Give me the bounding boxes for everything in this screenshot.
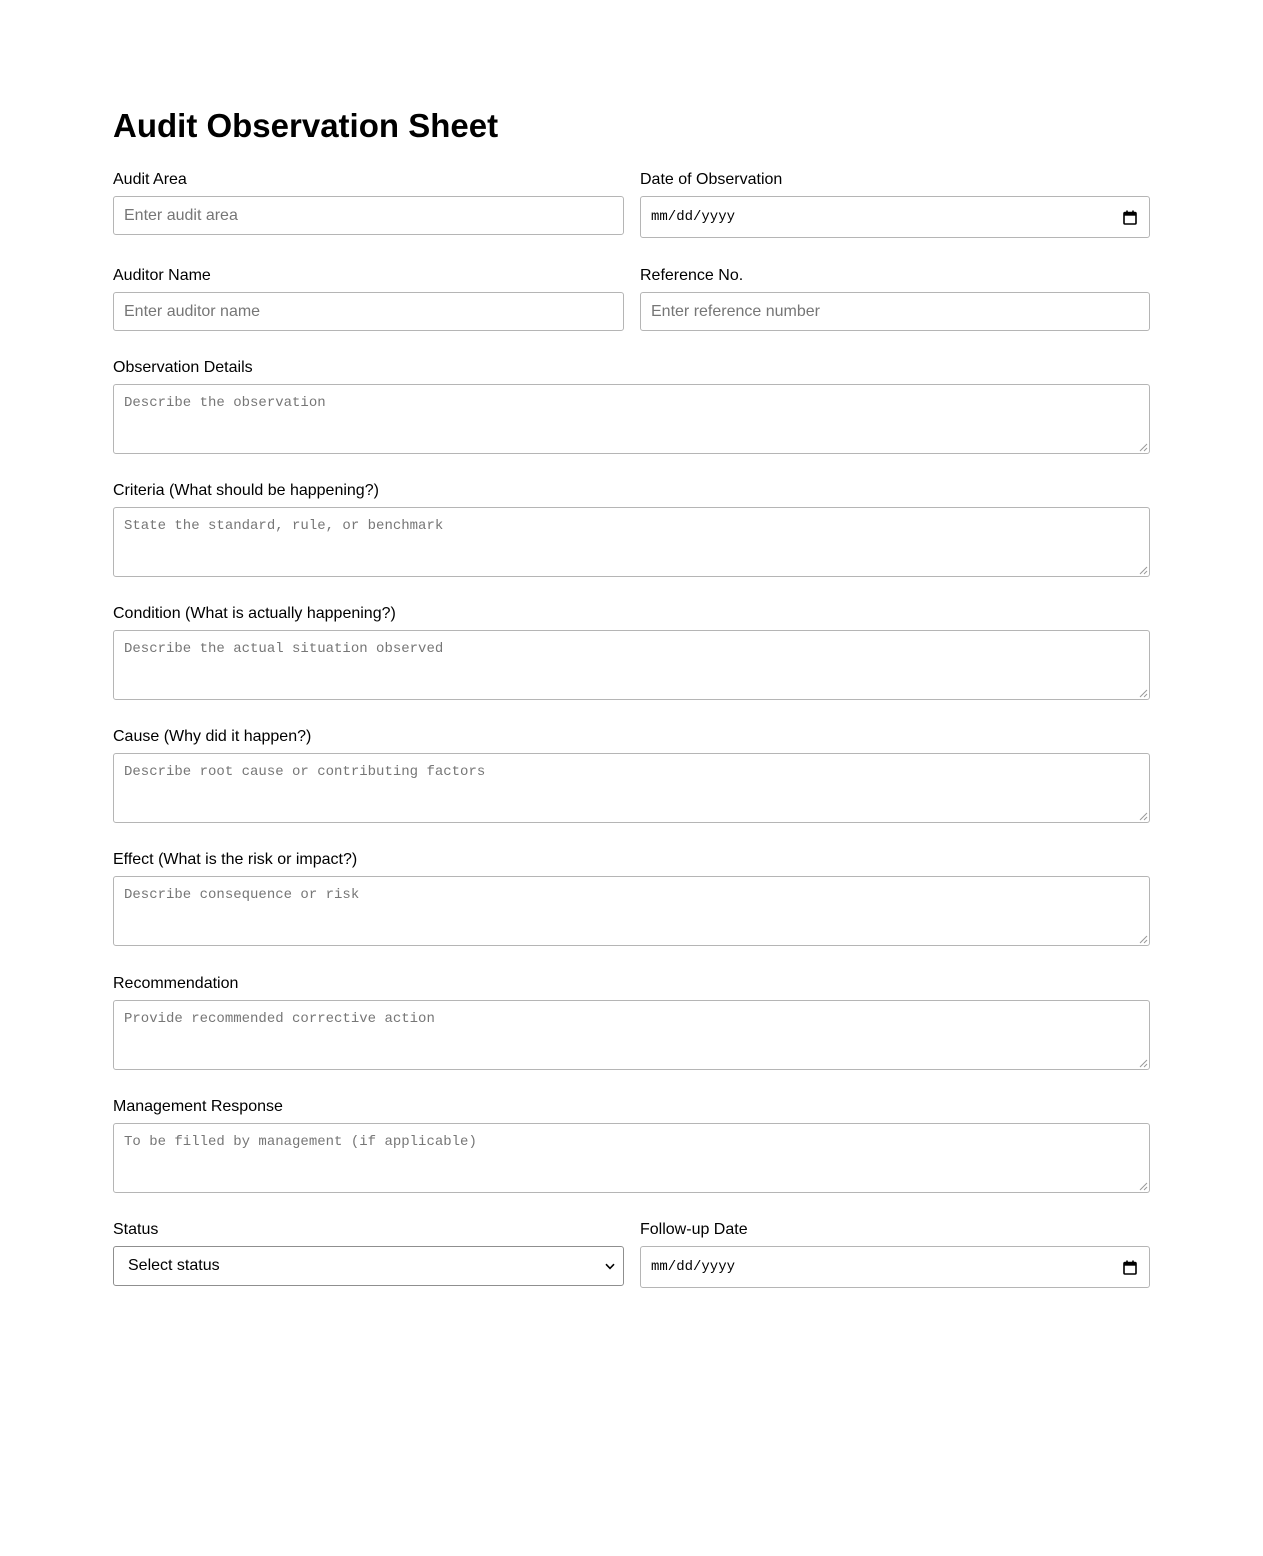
reference-no-input[interactable] [640, 292, 1150, 331]
reference-no-label: Reference No. [640, 267, 744, 284]
resize-grip-icon[interactable] [1139, 566, 1148, 575]
management-response-label: Management Response [113, 1098, 283, 1115]
status-label: Status [113, 1221, 159, 1238]
management-response-field [113, 1098, 1150, 1193]
recommendation-textarea[interactable] [113, 1000, 1150, 1070]
page-title: Audit Observation Sheet [113, 107, 499, 144]
resize-grip-icon[interactable] [1139, 443, 1148, 452]
follow-up-date-label: Follow-up Date [640, 1221, 748, 1238]
follow-up-date-input[interactable] [640, 1246, 1150, 1288]
cause-textarea[interactable] [113, 753, 1150, 823]
observation-details-textarea[interactable] [113, 384, 1150, 454]
date-of-observation-input[interactable] [640, 196, 1150, 238]
criteria-textarea[interactable] [113, 507, 1150, 577]
observation-details-field [113, 359, 1150, 454]
management-response-textarea[interactable] [113, 1123, 1150, 1193]
condition-label: Condition (What is actually happening?) [113, 605, 396, 622]
calendar-icon[interactable] [1123, 1260, 1137, 1275]
audit-area-input[interactable] [113, 196, 624, 235]
date-of-observation-label: Date of Observation [640, 171, 783, 188]
resize-grip-icon[interactable] [1139, 812, 1148, 821]
resize-grip-icon[interactable] [1139, 1059, 1148, 1068]
date-of-observation-value: mm/dd/yyyy [651, 209, 736, 225]
cause-label: Cause (Why did it happen?) [113, 728, 312, 745]
status-field [113, 1221, 624, 1286]
status-select[interactable] [113, 1246, 624, 1286]
resize-grip-icon[interactable] [1139, 1182, 1148, 1191]
follow-up-date-field [640, 1221, 1150, 1288]
calendar-icon[interactable] [1123, 210, 1137, 225]
criteria-label: Criteria (What should be happening?) [113, 482, 379, 499]
chevron-down-icon [605, 1263, 615, 1270]
status-selected-value: Select status [128, 1257, 220, 1274]
auditor-name-input[interactable] [113, 292, 624, 331]
condition-field [113, 605, 1150, 700]
recommendation-label: Recommendation [113, 975, 239, 992]
effect-label: Effect (What is the risk or impact?) [113, 851, 358, 868]
observation-details-label: Observation Details [113, 359, 253, 376]
follow-up-date-value: mm/dd/yyyy [651, 1259, 736, 1275]
date-of-observation-field [640, 171, 1150, 238]
recommendation-field [113, 975, 1150, 1070]
criteria-field [113, 482, 1150, 577]
resize-grip-icon[interactable] [1139, 689, 1148, 698]
auditor-name-label: Auditor Name [113, 267, 211, 284]
audit-area-label: Audit Area [113, 171, 187, 188]
cause-field [113, 728, 1150, 823]
resize-grip-icon[interactable] [1139, 935, 1148, 944]
effect-textarea[interactable] [113, 876, 1150, 946]
reference-no-field [640, 267, 1150, 331]
effect-field [113, 851, 1150, 946]
audit-area-field [113, 171, 624, 235]
auditor-name-field [113, 267, 624, 331]
condition-textarea[interactable] [113, 630, 1150, 700]
